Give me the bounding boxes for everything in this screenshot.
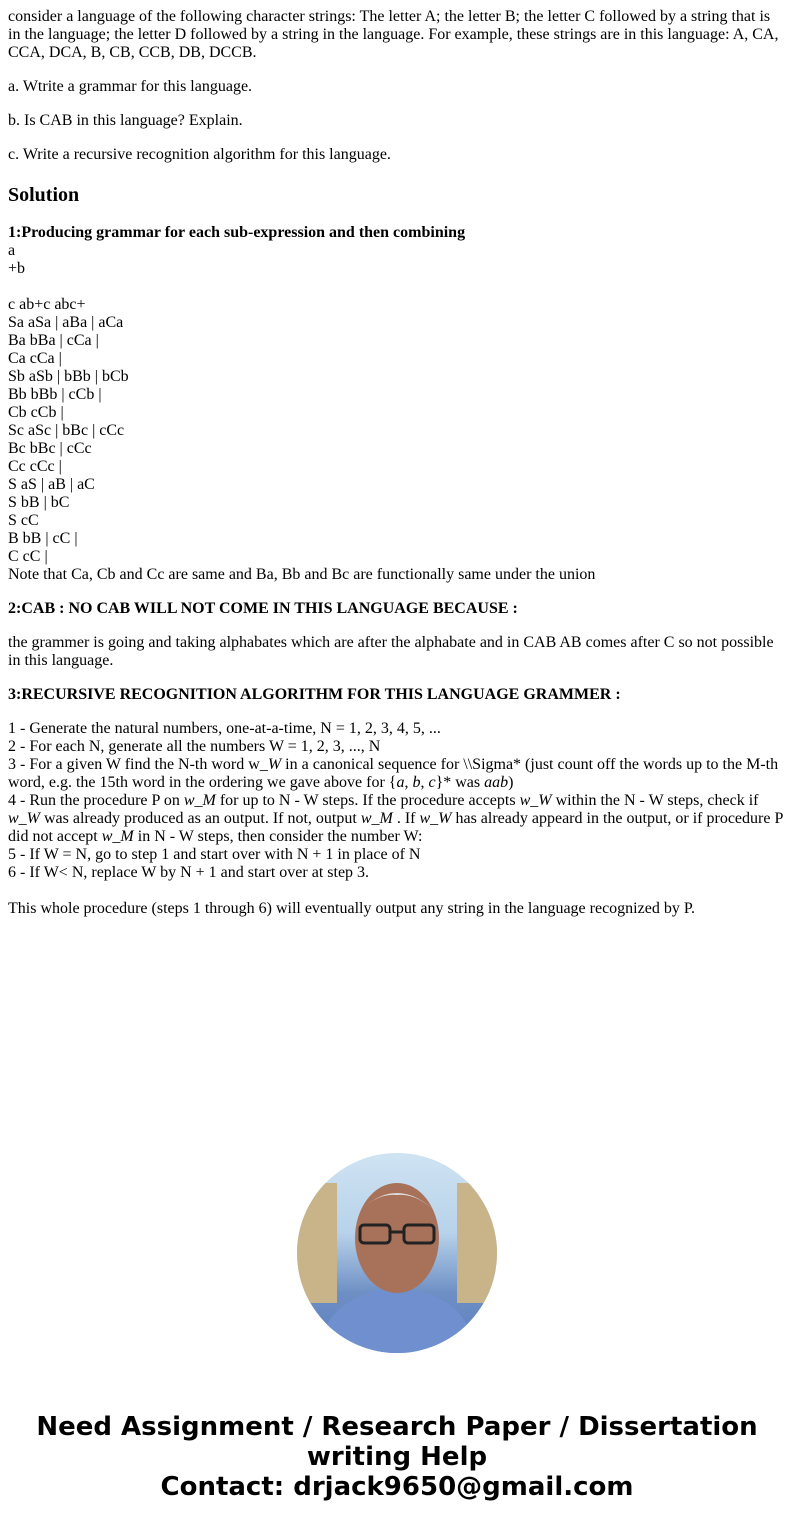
grammar-line: Sc aSc | bBc | cCc: [8, 422, 125, 439]
grammar-line: c ab+c abc+: [8, 296, 86, 313]
footer-contact: Contact: drjack9650@gmail.com: [160, 1472, 634, 1502]
step-2: 2 - For each N, generate all the numbers W = 1, 2, 3, ..., N: [8, 738, 381, 755]
author-photo: [297, 1153, 497, 1353]
step-1: 1 - Generate the natural numbers, one-at-a-time, N = 1, 2, 3, 4, 5, ...: [8, 720, 441, 737]
step-6: 6 - If W< N, replace W by N + 1 and start over at step 3.: [8, 864, 370, 881]
solution-heading: Solution: [8, 184, 80, 206]
grammar-block: [8, 242, 786, 584]
grammar-line: Cb cCb |: [8, 404, 64, 421]
question-a: a. Wtrite a grammar for this language.: [8, 78, 253, 95]
grammar-line: Ba bBa | cCa |: [8, 332, 99, 349]
grammar-line: [8, 278, 786, 296]
grammar-line: Sa aSa | aBa | aCa: [8, 314, 124, 331]
grammar-line: B bB | cC |: [8, 530, 78, 547]
question-intro: consider a language of the following character strings: The letter A; the letter B; the letter C followed by a string that is in the language; the letter D followed by a string in the language. For example, these strings are in this language: A, CA, CCA, DCA, B, CB, CCB, DB, DCCB.: [8, 8, 779, 61]
grammar-line: a: [8, 242, 16, 259]
question-b: b. Is CAB in this language? Explain.: [8, 112, 243, 129]
conclusion: This whole procedure (steps 1 through 6) will eventually output any string in the language recognized by P.: [8, 900, 695, 917]
grammar-line: Bb bBb | cCb |: [8, 386, 102, 403]
step-5: 5 - If W = N, go to step 1 and start over with N + 1 in place of N: [8, 846, 421, 863]
grammar-line: Sb aSb | bBb | bCb: [8, 368, 129, 385]
step-4: 4 - Run the procedure P on w_M for up to N - W steps. If the procedure accepts w_W within the N - W steps, check if w_W was already produced as an output. If not, output w_M . If w_W has already appeard in the output, or if procedure P did not accept w_M in N - W steps, then consider the number W:: [8, 792, 783, 845]
grammar-line: S cC: [8, 512, 39, 529]
grammar-line: +b: [8, 260, 26, 277]
footer-line-1: Need Assignment / Research Paper / Dissertation writing Help: [36, 1412, 758, 1472]
part3-title: 3:RECURSIVE RECOGNITION ALGORITHM FOR THIS LANGUAGE GRAMMER :: [8, 686, 621, 703]
footer-banner: [0, 1412, 794, 1502]
algorithm-steps: [8, 720, 786, 918]
part2-title: 2:CAB : NO CAB WILL NOT COME IN THIS LANGUAGE BECAUSE :: [8, 600, 518, 617]
part2-text: the grammer is going and taking alphabates which are after the alphabate and in CAB AB comes after C so not possible in this language.: [8, 634, 774, 669]
grammar-line: Note that Ca, Cb and Cc are same and Ba, Bb and Bc are functionally same under the union: [8, 566, 596, 583]
grammar-line: Bc bBc | cCc: [8, 440, 92, 457]
grammar-line: S bB | bC: [8, 494, 70, 511]
step-3: 3 - For a given W find the N-th word w_W in a canonical sequence for \\Sigma* (just count off the words up to the M-th word, e.g. the 15th word in the ordering we gave above for {a, b, c}* was aab): [8, 756, 779, 791]
part1-title: 1:Producing grammar for each sub-expression and then combining: [8, 224, 466, 241]
grammar-line: Cc cCc |: [8, 458, 62, 475]
grammar-line: S aS | aB | aC: [8, 476, 95, 493]
grammar-line: C cC |: [8, 548, 48, 565]
question-c: c. Write a recursive recognition algorithm for this language.: [8, 146, 391, 163]
grammar-line: Ca cCa |: [8, 350, 62, 367]
